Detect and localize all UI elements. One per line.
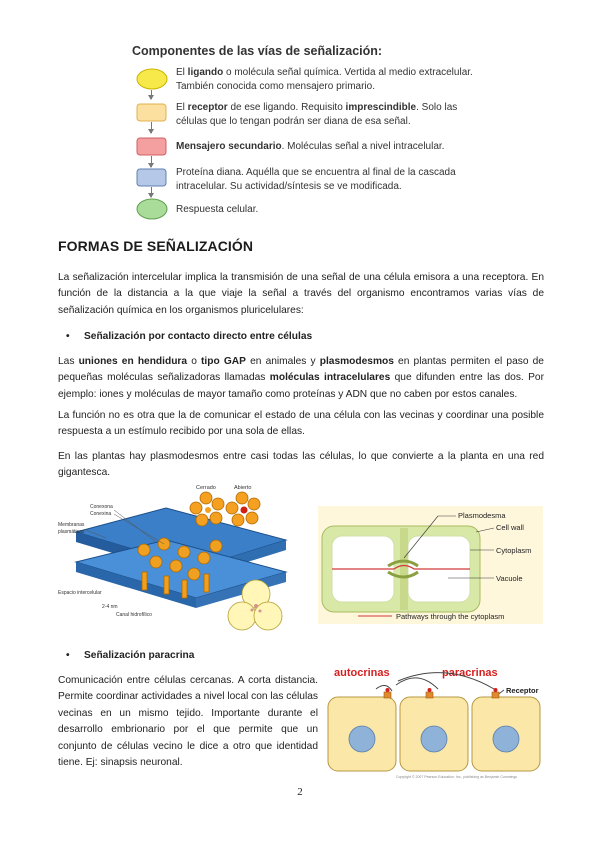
svg-text:Cerrado: Cerrado bbox=[196, 485, 216, 491]
bullet-icon: • bbox=[66, 331, 70, 342]
second-messenger-rect-icon bbox=[136, 137, 168, 157]
section-heading: FORMAS DE SEÑALIZACIÓN bbox=[58, 238, 254, 254]
receptor-rect-icon bbox=[136, 103, 168, 123]
gap-junction-figure bbox=[56, 480, 306, 642]
svg-text:Membranas: Membranas bbox=[58, 522, 85, 528]
component-target-protein: Proteína diana. Aquélla que se encuentra al final de la cascada intracelular. Su actividad/síntesis se ve modificada. bbox=[136, 166, 466, 194]
section1-paragraph1: Las uniones en hendidura o tipo GAP en animales y plasmodesmos en plantas permiten el paso de pequeñas moléculas señalizadoras llamadas moléculas intracelulares que difunden entre las dos. Por ejemplo: iones y moléculas de mayor tamaño como proteínas y ADN que no caben por estos canales. bbox=[58, 356, 544, 400]
paracrine-figure bbox=[326, 663, 546, 781]
ligand-ellipse-icon bbox=[136, 68, 168, 90]
target-protein-rect-icon bbox=[136, 168, 168, 188]
bullet-icon: • bbox=[66, 650, 70, 661]
section2-paragraph: Comunicación entre células cercanas. A corta distancia. Permite coordinar actividades a nivel local con las células vecinas en un mismo tejido. Importante durante el desarrollo embrionario por el que permite que un conjunto de células vecino le dice a otro que identidad tiene. Ej: sinapsis neuronal. bbox=[58, 675, 318, 769]
intro-paragraph: La señalización intercelular implica la transmisión de una señal de una célula emisora a una receptora. En función de la distancia a la que viaje la señal a través del organismo encontramos varias vías de señalización química en los organismos pluricelulares: bbox=[58, 272, 544, 316]
response-ellipse-icon bbox=[136, 198, 168, 220]
svg-text:plasmáticas: plasmáticas bbox=[58, 529, 85, 535]
component-ligand: El ligando o molécula señal química. Vertida al medio extracelular. También conocida como mensajero primario. bbox=[136, 66, 466, 94]
plasmodesma-figure bbox=[318, 506, 543, 624]
svg-text:Abierto: Abierto bbox=[234, 485, 252, 491]
svg-text:Copyright © 2007 Pearson Educa: Copyright © 2007 Pearson Education, Inc., publishing as Benjamin Cummings bbox=[396, 775, 518, 779]
section1-title: Señalización por contacto directo entre células bbox=[84, 331, 313, 342]
svg-text:Pathways through the cytoplasm: Pathways through the cytoplasm bbox=[396, 612, 505, 621]
svg-text:Espacio intercelular: Espacio intercelular bbox=[58, 590, 102, 596]
page-number: 2 bbox=[297, 786, 303, 798]
svg-text:autocrinas: autocrinas bbox=[334, 667, 390, 679]
component-receptor: El receptor de ese ligando. Requisito imprescindible. Solo las células que lo tengan podrán ser diana de esa señal. bbox=[136, 101, 466, 129]
section1-paragraph2: La función no es otra que la de comunicar el estado de una célula con las vecinas y coordinar una posible respuesta a un estímulo recibido por una sola de ellas. bbox=[58, 410, 544, 438]
component-response: Respuesta celular. bbox=[136, 198, 466, 222]
arrow-down-icon bbox=[151, 90, 152, 99]
svg-text:Cytoplasm: Cytoplasm bbox=[496, 546, 532, 555]
svg-text:Receptor: Receptor bbox=[506, 686, 539, 695]
component-second-messenger: Mensajero secundario. Moléculas señal a nivel intracelular. bbox=[136, 137, 466, 157]
svg-text:Canal hidrofílico: Canal hidrofílico bbox=[116, 612, 152, 618]
svg-text:Cell wall: Cell wall bbox=[496, 523, 524, 532]
components-title: Componentes de las vías de señalización: bbox=[132, 44, 383, 58]
arrow-down-icon bbox=[151, 122, 152, 133]
svg-text:Conexona: Conexona bbox=[90, 504, 113, 510]
section2-title: Señalización paracrina bbox=[84, 650, 195, 661]
svg-text:Vacuole: Vacuole bbox=[496, 574, 523, 583]
svg-text:Plasmodesma: Plasmodesma bbox=[458, 511, 506, 520]
arrow-down-icon bbox=[151, 187, 152, 197]
section1-paragraph3: En las plantas hay plasmodesmos entre casi todas las células, lo que convierte a la planta en una red gigantesca. bbox=[58, 451, 544, 479]
svg-text:2-4 nm: 2-4 nm bbox=[102, 604, 118, 610]
svg-text:paracrinas: paracrinas bbox=[442, 667, 498, 679]
svg-text:Conexina: Conexina bbox=[90, 511, 112, 517]
connexon-open-icon bbox=[226, 492, 260, 526]
